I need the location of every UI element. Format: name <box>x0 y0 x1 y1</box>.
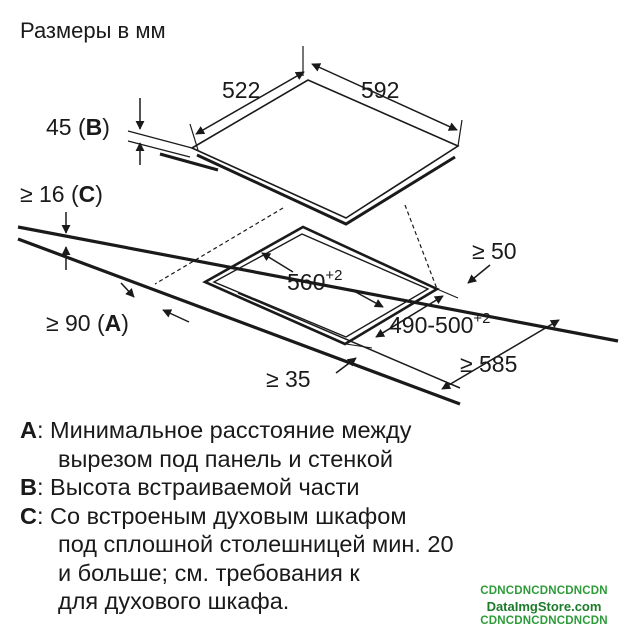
legend-colon: : <box>36 474 51 500</box>
legend-item-b <box>20 473 454 502</box>
b-ref-top <box>128 131 192 148</box>
cutout-depth-ext-back <box>437 289 458 298</box>
watermark <box>458 584 630 629</box>
legend-text: Высота встраиваемой части <box>50 474 360 500</box>
side-a-arrow-left <box>121 283 134 297</box>
label-hob-width: 592 <box>361 77 400 103</box>
label-height-b: 45 (B) <box>46 114 110 140</box>
legend-colon: : <box>36 417 51 443</box>
label-side-a: ≥ 90 (A) <box>46 310 129 336</box>
legend-text: для духового шкафа. <box>58 588 290 614</box>
legend-text: вырезом под панель и стенкой <box>58 445 394 472</box>
watermark-code-bottom: CDNCDNCDNCDNCDN <box>480 615 608 627</box>
legend <box>20 416 454 616</box>
legend-text: Минимальное расстояние между <box>50 417 412 443</box>
watermark-code-top: CDNCDNCDNCDNCDN <box>480 585 608 597</box>
hob-leader-right <box>458 120 462 146</box>
label-gap-c: ≥ 16 (C) <box>20 181 103 207</box>
b-ref-bottom <box>128 141 190 157</box>
hob-glass-edge <box>197 155 455 224</box>
label-front-clearance: ≥ 35 <box>266 366 311 392</box>
legend-item-c <box>20 502 454 531</box>
legend-key: B <box>20 474 37 500</box>
legend-key: A <box>20 417 37 443</box>
page-title: Размеры в мм <box>20 18 166 43</box>
watermark-site: DataImgStore.com <box>486 599 602 614</box>
label-cutout-width: $560^{+2}$ <box>287 267 343 295</box>
label-back-clearance: ≥ 50 <box>472 238 517 264</box>
legend-colon: : <box>36 502 51 529</box>
legend-item-a <box>20 416 454 445</box>
legend-key: C <box>20 502 37 529</box>
back-clearance-arrow <box>468 265 490 283</box>
legend-item-c-cont <box>20 530 454 559</box>
legend-text: и больше; см. требования к <box>58 559 360 586</box>
legend-item-c-cont <box>20 559 454 588</box>
legend-text: Со встроеным духовым шкафом <box>50 502 407 529</box>
label-cutout-depth: $490-500^{+2}$ <box>389 310 491 338</box>
legend-item-c-cont <box>20 587 454 616</box>
legend-text: под сплошной столешницей мин. 20 <box>58 531 454 557</box>
side-a-arrow-right <box>163 310 189 322</box>
legend-item-a-cont <box>20 445 454 474</box>
label-worktop-depth: ≥ 585 <box>460 351 518 377</box>
label-hob-depth: 522 <box>222 77 261 103</box>
